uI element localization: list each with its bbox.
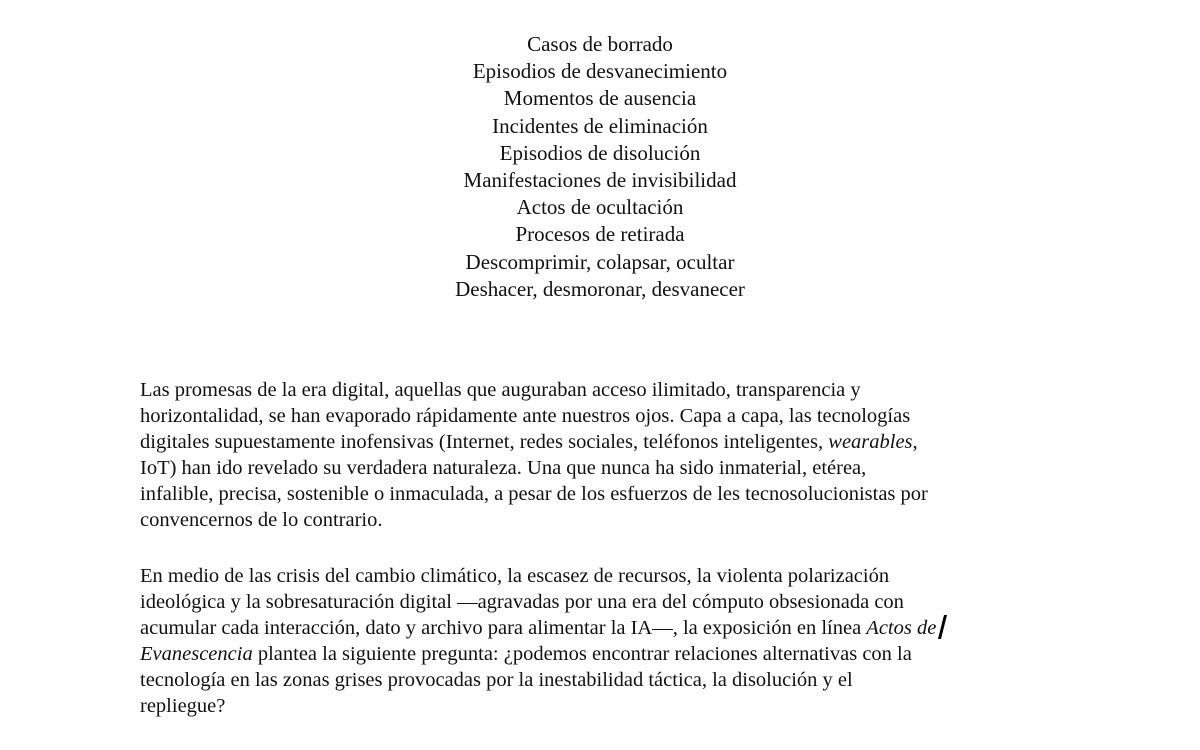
poem-line: Casos de borrado — [527, 32, 673, 56]
paragraph-question — [140, 563, 1080, 719]
text-cursor — [938, 615, 947, 639]
exhibition-title: Evanescencia — [140, 643, 253, 665]
poem-line: Actos de ocultación — [516, 195, 684, 220]
paragraph-line: IoT) han ido revelado su verdadera naturaleza. Una que nunca ha sido inmaterial, etérea, — [140, 457, 867, 479]
paragraph-intro — [140, 377, 1080, 533]
poem-line: Procesos de retirada — [515, 222, 685, 247]
paragraph-line: repliegue? — [140, 695, 226, 717]
paragraph-line: En medio de las crisis del cambio climático, la escasez de recursos, la violenta polarización — [140, 565, 890, 587]
italic-term: wearables — [828, 431, 913, 453]
poem-line: Episodios de desvanecimiento — [472, 59, 728, 84]
paragraph-line: infalible, precisa, sostenible o inmaculada, a pesar de los esfuerzos de les tecnosolucionistas por — [140, 483, 928, 505]
paragraph-line: convencernos de lo contrario. — [140, 509, 383, 531]
poem-line: Deshacer, desmoronar, desvanecer — [455, 276, 745, 301]
exhibition-title: Actos de — [866, 617, 937, 639]
paragraph-line: acumular cada interacción, dato y archivo para alimentar la IA—, la exposición en línea — [140, 617, 867, 639]
paragraph-line: plantea la siguiente pregunta: ¿podemos encontrar relaciones alternativas con la — [252, 643, 912, 665]
poem-line: Momentos de ausencia — [503, 86, 697, 111]
paragraph-line: , — [912, 431, 918, 453]
paragraph-line: horizontalidad, se han evaporado rápidamente ante nuestros ojos. Capa a capa, las tecnologías — [140, 405, 911, 427]
poem-list — [0, 31, 1200, 303]
paragraph-line: digitales supuestamente inofensivas (Internet, redes sociales, teléfonos inteligentes, — [140, 431, 829, 453]
paragraph-line: ideológica y la sobresaturación digital —agravadas por una era del cómputo obsesionada con — [140, 591, 904, 613]
poem-line: Descomprimir, colapsar, ocultar — [465, 249, 735, 274]
poem-line: Manifestaciones de invisibilidad — [463, 168, 737, 193]
poem-line: Episodios de disolución — [499, 140, 701, 165]
poem-line: Incidentes de eliminación — [492, 113, 708, 138]
paragraph-line: Las promesas de la era digital, aquellas que auguraban acceso ilimitado, transparencia y — [140, 379, 861, 401]
paragraph-line: tecnología en las zonas grises provocadas por la inestabilidad táctica, la disolución y el — [140, 669, 853, 691]
